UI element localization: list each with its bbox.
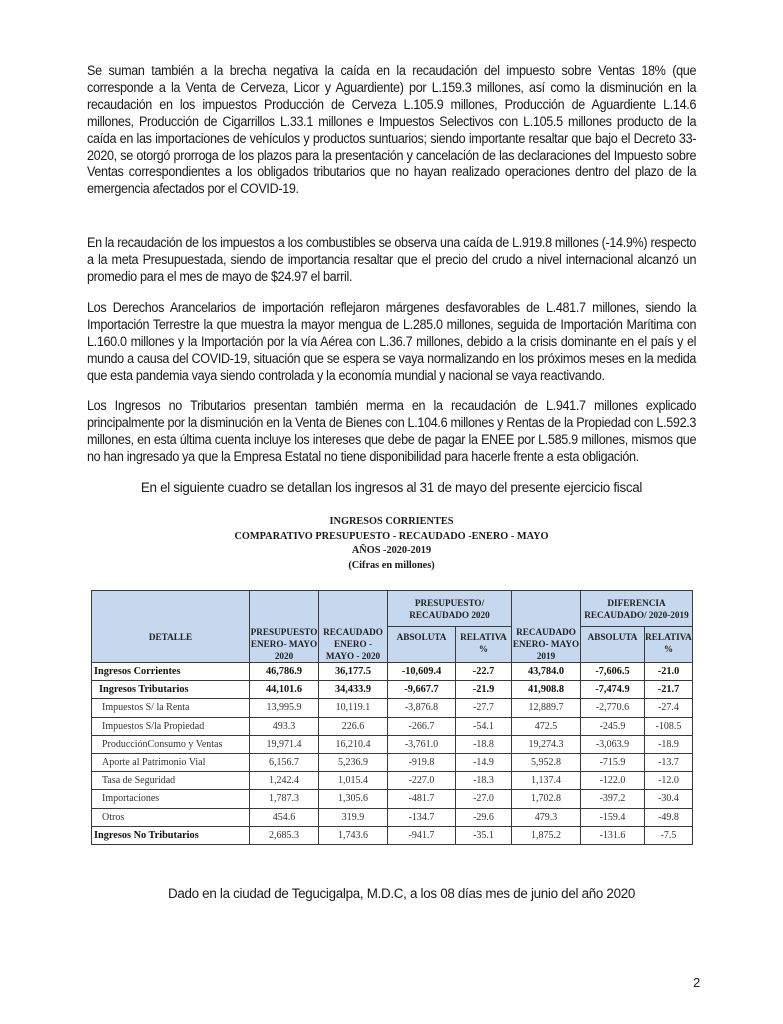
table-row [92, 735, 693, 753]
table-title-block [0, 515, 783, 573]
cell-presupuesto: 1,787.3 [250, 790, 319, 808]
cell-detalle: Otros [92, 808, 250, 826]
cell-absoluta: -227.0 [388, 772, 456, 790]
cell-dif-absoluta: -7,474.9 [581, 681, 645, 699]
cell-relativa: -35.1 [456, 826, 512, 844]
signoff-text: Dado en la ciudad de Tegucigalpa, M.D.C, a los 08 días mes de junio del año 2020 [167, 886, 636, 901]
paragraph-ventas: Se suman también a la brecha negativa la caída en la recaudación del impuesto sobre Ventas 18% (que corresponde a la Venta de Cerveza, Licor y Aguardiente) por L.159.3 millones, así como la disminución en la recaudación en los impuestos Producción de Cerveza L.105.9 millones, Producción de Aguardiente L.14.6 millones, Producción de Cigarrillos L.33.1 millones e Impuestos Selectivos con L.105.5 millones producto de la caída en las importaciones de vehículos y productos suntuarios; siendo importante resaltar que bajo el Decreto 33-2020, se otorgó prorroga de los plazos para la presentación y cancelación de las declaraciones del Impuesto sobre Ventas correspondientes a los obligados tributarios que no hayan realizado operaciones dentro del plazo de la emergencia afectados por el COVID-19. [87, 63, 697, 197]
cell-detalle: Impuestos S/la Propiedad [92, 717, 250, 735]
table-body [92, 663, 693, 845]
cell-dif-relativa: -27.4 [645, 699, 693, 717]
table-row [92, 808, 693, 826]
header-presupuesto: PRESUPUESTO ENERO- MAYO 2020 [250, 591, 319, 663]
header-recaudado-2020: RECAUDADO ENERO - MAYO - 2020 [319, 591, 388, 663]
cell-absoluta: -941.7 [388, 826, 456, 844]
paragraph-combustibles: En la recaudación de los impuestos a los combustibles se observa una caída de L.919.8 millones (-14.9%) respecto a la meta Presupuestada, siendo de importancia resaltar que el precio del crudo a nivel internacional alcanzó un promedio para el mes de mayo de $24.97 el barril. [87, 235, 697, 284]
cell-presupuesto: 19,971.4 [250, 735, 319, 753]
table-row [92, 681, 693, 699]
cell-recaudado-2019: 1,702.8 [512, 790, 581, 808]
table-row [92, 790, 693, 808]
cell-dif-relativa: -49.8 [645, 808, 693, 826]
ingresos-corrientes-table [91, 590, 693, 845]
cell-relativa: -18.8 [456, 735, 512, 753]
cell-presupuesto: 44,101.6 [250, 681, 319, 699]
cell-recaudado-2019: 43,784.0 [512, 663, 581, 681]
cell-detalle: Aporte al Patrimonio Vial [92, 753, 250, 771]
cell-recaudado-2020: 34,433.9 [319, 681, 388, 699]
cell-absoluta: -134.7 [388, 808, 456, 826]
cell-dif-absoluta: -7,606.5 [581, 663, 645, 681]
header-dif-relativa: RELATIVA % [645, 627, 693, 663]
cell-recaudado-2020: 10,119.1 [319, 699, 388, 717]
cell-recaudado-2019: 5,952.8 [512, 753, 581, 771]
cell-recaudado-2020: 1,743.6 [319, 826, 388, 844]
cell-recaudado-2020: 36,177.5 [319, 663, 388, 681]
cell-dif-relativa: -12.0 [645, 772, 693, 790]
cell-presupuesto: 6,156.7 [250, 753, 319, 771]
cell-presupuesto: 46,786.9 [250, 663, 319, 681]
cell-absoluta: -10,609.4 [388, 663, 456, 681]
cell-relativa: -22.7 [456, 663, 512, 681]
header-absoluta: ABSOLUTA [388, 627, 456, 663]
header-relativa: RELATIVA % [456, 627, 512, 663]
cell-dif-absoluta: -122.0 [581, 772, 645, 790]
header-detalle: DETALLE [92, 591, 250, 663]
cell-dif-relativa: -13.7 [645, 753, 693, 771]
cell-absoluta: -3,876.8 [388, 699, 456, 717]
page-number: 2 [693, 975, 701, 990]
cell-dif-relativa: -108.5 [645, 717, 693, 735]
cell-recaudado-2020: 226.6 [319, 717, 388, 735]
cell-recaudado-2019: 1,137.4 [512, 772, 581, 790]
cell-dif-absoluta: -397.2 [581, 790, 645, 808]
cell-absoluta: -919.8 [388, 753, 456, 771]
cell-presupuesto: 454.6 [250, 808, 319, 826]
cell-relativa: -21.9 [456, 681, 512, 699]
cell-detalle: Impuestos S/ la Renta [92, 699, 250, 717]
cell-recaudado-2019: 1,875.2 [512, 826, 581, 844]
cell-presupuesto: 13,995.9 [250, 699, 319, 717]
table-row [92, 717, 693, 735]
cell-absoluta: -9,667.7 [388, 681, 456, 699]
cell-recaudado-2019: 41,908.8 [512, 681, 581, 699]
cell-absoluta: -266.7 [388, 717, 456, 735]
table-row [92, 772, 693, 790]
cell-recaudado-2019: 472.5 [512, 717, 581, 735]
cell-recaudado-2020: 5,236.9 [319, 753, 388, 771]
header-recaudado-2019: RECAUDADO ENERO- MAYO 2019 [512, 591, 581, 663]
cell-dif-relativa: -21.0 [645, 663, 693, 681]
cell-dif-absoluta: -715.9 [581, 753, 645, 771]
cell-dif-relativa: -21.7 [645, 681, 693, 699]
cell-relativa: -18.3 [456, 772, 512, 790]
table-years: AÑOS -2020-2019 [351, 545, 432, 557]
cell-absoluta: -3,761.0 [388, 735, 456, 753]
header-group-presupuesto-recaudado: PRESUPUESTO/ RECAUDADO 2020 [388, 591, 512, 627]
cell-relativa: -14.9 [456, 753, 512, 771]
cell-detalle: Ingresos Corrientes [92, 663, 250, 681]
table-intro-text: En el siguiente cuadro se detallan los ingresos al 31 de mayo del presente ejercicio fiscal [140, 480, 643, 495]
cell-detalle: Ingresos No Tributarios [92, 826, 250, 844]
cell-recaudado-2019: 19,274.3 [512, 735, 581, 753]
cell-recaudado-2020: 1,305.6 [319, 790, 388, 808]
cell-recaudado-2019: 479.3 [512, 808, 581, 826]
cell-dif-relativa: -18.9 [645, 735, 693, 753]
table-row [92, 699, 693, 717]
header-group-diferencia: DIFERENCIA RECAUDADO/ 2020-2019 [581, 591, 693, 627]
table-units: (Cifras en millones) [348, 559, 435, 571]
cell-dif-absoluta: -245.9 [581, 717, 645, 735]
cell-dif-relativa: -30.4 [645, 790, 693, 808]
cell-detalle: ProducciónConsumo y Ventas [92, 735, 250, 753]
cell-dif-absoluta: -131.6 [581, 826, 645, 844]
cell-detalle: Tasa de Seguridad [92, 772, 250, 790]
cell-presupuesto: 493.3 [250, 717, 319, 735]
table-row [92, 826, 693, 844]
header-dif-absoluta: ABSOLUTA [581, 627, 645, 663]
cell-detalle: Ingresos Tributarios [92, 681, 250, 699]
cell-dif-absoluta: -3,063.9 [581, 735, 645, 753]
cell-dif-absoluta: -2,770.6 [581, 699, 645, 717]
cell-relativa: -27.7 [456, 699, 512, 717]
cell-presupuesto: 1,242.4 [250, 772, 319, 790]
cell-recaudado-2019: 12,889.7 [512, 699, 581, 717]
cell-dif-relativa: -7.5 [645, 826, 693, 844]
cell-relativa: -29.6 [456, 808, 512, 826]
cell-absoluta: -481.7 [388, 790, 456, 808]
paragraph-derechos-arancelarios: Los Derechos Arancelarios de importación reflejaron márgenes desfavorables de L.481.7 millones, siendo la Importación Terrestre la que muestra la mayor mengua de L.285.0 millones, seguida de Importación Marítima con L.160.0 millones y la Importación por la vía Aérea con L.36.7 millones, debido a la crisis dominante en el país y el mundo a causa del COVID-19, situación que se espera se vaya normalizando en los próximos meses en la medida que esta pandemia vaya siendo controlada y la economía mundial y nacional se vaya reactivando. [87, 300, 697, 383]
cell-presupuesto: 2,685.3 [250, 826, 319, 844]
cell-relativa: -54.1 [456, 717, 512, 735]
cell-recaudado-2020: 1,015.4 [319, 772, 388, 790]
cell-relativa: -27.0 [456, 790, 512, 808]
table-row [92, 753, 693, 771]
table-subtitle: COMPARATIVO PRESUPUESTO - RECAUDADO -ENERO - MAYO [234, 530, 549, 542]
cell-dif-absoluta: -159.4 [581, 808, 645, 826]
table-row [92, 663, 693, 681]
cell-recaudado-2020: 319.9 [319, 808, 388, 826]
paragraph-no-tributarios: Los Ingresos no Tributarios presentan también merma en la recaudación de L.941.7 millones explicado principalmente por la disminución en la Venta de Bienes con L.104.6 millones y Rentas de la Propiedad con L.592.3 millones, en esta última cuenta incluye los intereses que debe de pagar la ENEE por L.585.9 millones, mismos que no han ingresado ya que la Empresa Estatal no tiene disponibilidad para hacerle frente a esta obligación. [87, 398, 697, 464]
table-title: INGRESOS CORRIENTES [329, 516, 454, 527]
cell-recaudado-2020: 16,210.4 [319, 735, 388, 753]
cell-detalle: Importaciones [92, 790, 250, 808]
